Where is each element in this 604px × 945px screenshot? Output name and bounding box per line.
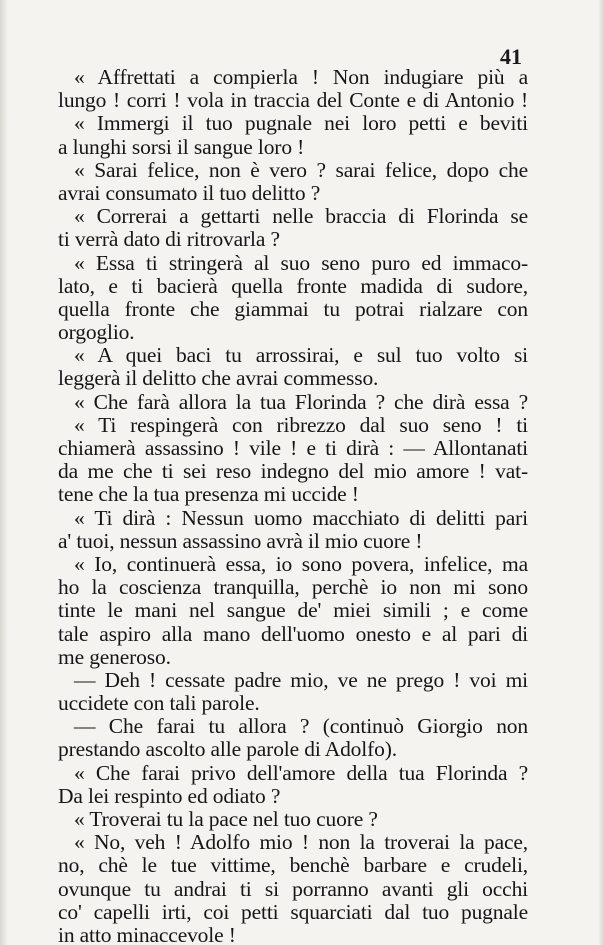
body-text [58, 66, 528, 945]
text-line: « Troverai tu la pace nel tuo cuore ? [74, 807, 378, 831]
text-line: ovunque tu andrai ti si porranno avanti gli occhi [58, 876, 528, 901]
text-line: in atto minaccevole ! [58, 922, 236, 945]
text-line: orgoglio. [58, 320, 135, 345]
text-line: « Sarai felice, non è vero ? sarai felice, dopo che [74, 157, 528, 182]
text-line: no, chè le tue vittime, benchè barbare e crudeli, [58, 853, 528, 878]
text-line: « A quei baci tu arrossirai, e sul tuo volto si [74, 343, 528, 368]
text-line: leggerà il delitto che avrai commesso. [58, 366, 379, 391]
text-line: uccidete con tali parole. [58, 691, 260, 716]
text-line: — Che farai tu allora ? (continuò Giorgio non [74, 714, 528, 739]
text-line: — Deh ! cessate padre mio, ve ne prego ! voi mi [74, 667, 528, 692]
page-number: 41 [500, 44, 522, 69]
text-line: tale aspiro alla mano dell'uomo onesto e al pari di [58, 621, 528, 646]
text-line: lungo ! corri ! vola in traccia del Conte e di Antonio ! [58, 88, 528, 113]
text-line: tene che la tua presenza mi uccide ! [58, 482, 359, 507]
text-line: lato, e ti bacierà quella fronte madida di sudore, [58, 273, 528, 298]
text-line: « Ti respingerà con ribrezzo dal suo seno ! ti [74, 412, 528, 437]
text-line: « Affrettati a compierla ! Non indugiare più a [74, 65, 528, 89]
text-line: « Essa ti stringerà al suo seno puro ed immaco- [74, 250, 528, 275]
text-line: « Io, continuerà essa, io sono povera, infelice, ma [74, 551, 528, 576]
text-line: tinte le mani nel sangue de' miei simili ; e come [58, 598, 528, 623]
text-line: a lunghi sorsi il sangue loro ! [58, 134, 305, 159]
text-line: Da lei respinto ed odiato ? [58, 783, 281, 808]
text-line: da me che ti sei reso indegno del mio amore ! vat- [58, 459, 528, 484]
text-line: prestando ascolto alle parole di Adolfo). [58, 737, 397, 762]
text-line: « Immergi il tuo pugnale nei loro petti e beviti [74, 111, 528, 136]
scan-shadow-left [0, 0, 8, 945]
text-line: « Correrai a gettarti nelle braccia di Florinda se [74, 204, 528, 229]
text-line: quella fronte che giammai tu potrai rialzare con [58, 296, 528, 321]
text-line: ho la coscienza tranquilla, perchè io non mi sono [58, 575, 528, 600]
text-line: « Che farai privo dell'amore della tua Florinda ? [74, 760, 528, 785]
scan-shadow-right [598, 0, 604, 945]
text-line: co' capelli irti, coi petti squarciati dal tuo pugnale [58, 899, 528, 924]
text-line: ti verrà dato di ritrovarla ? [58, 227, 280, 252]
text-line: « Ti dirà : Nessun uomo macchiato di delitti pari [74, 505, 528, 530]
text-line: chiamerà assassino ! vile ! e ti dirà : — Allontanati [58, 436, 528, 460]
text-line: a' tuoi, nessun assassino avrà il mio cuore ! [58, 528, 423, 553]
text-line: avrai consumato il tuo delitto ? [58, 180, 321, 205]
text-line: « No, veh ! Adolfo mio ! non la troverai la pace, [74, 830, 528, 855]
text-line: « Che farà allora la tua Florinda ? che dirà essa ? [74, 389, 528, 414]
text-line: me generoso. [58, 644, 171, 669]
